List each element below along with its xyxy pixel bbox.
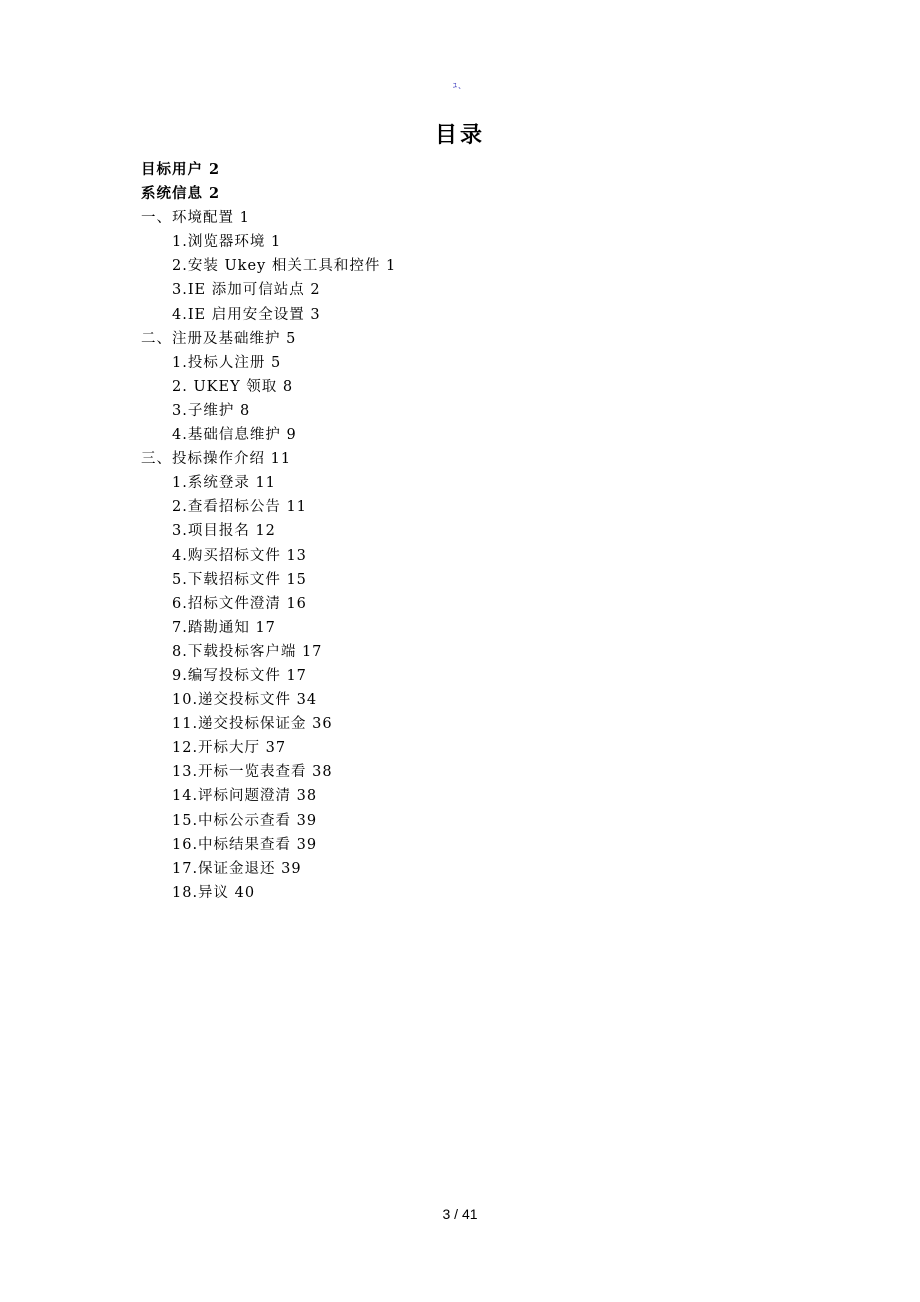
toc-subentry[interactable]: 3.子维护 8 xyxy=(172,402,251,419)
toc-subentry[interactable]: 4.基础信息维护 9 xyxy=(172,427,297,444)
toc-subentry[interactable]: 7.踏勘通知 17 xyxy=(172,619,276,636)
toc-subentry[interactable]: 16.中标结果查看 39 xyxy=(172,836,318,853)
table-of-contents xyxy=(141,158,781,905)
toc-subentry[interactable]: 10.递交投标文件 34 xyxy=(172,692,318,709)
toc-subentry[interactable]: 12.开标大厅 37 xyxy=(172,740,287,757)
toc-subentry[interactable]: 15.中标公示查看 39 xyxy=(172,812,318,829)
toc-subentry[interactable]: 14.评标问题澄清 38 xyxy=(172,788,318,805)
toc-subentry[interactable]: 4.购买招标文件 13 xyxy=(172,547,307,564)
toc-subentry[interactable]: 13.开标一览表查看 38 xyxy=(172,764,333,781)
toc-subentry[interactable]: 1.浏览器环境 1 xyxy=(172,234,282,251)
toc-subentry[interactable]: 8.下载投标客户端 17 xyxy=(172,643,323,660)
toc-subentry[interactable]: 2.查看招标公告 11 xyxy=(172,499,307,516)
toc-subentry[interactable]: 9.编写投标文件 17 xyxy=(172,667,307,684)
toc-subentry[interactable]: 6.招标文件澄清 16 xyxy=(172,595,307,612)
toc-subentry[interactable]: 4.IE 启用安全设置 3 xyxy=(172,306,321,323)
toc-subentry[interactable]: 17.保证金退还 39 xyxy=(172,860,302,877)
toc-subentry[interactable]: 11.递交投标保证金 36 xyxy=(172,716,333,733)
toc-entry[interactable]: 目标用户 2 xyxy=(141,161,221,178)
page-title: 目录 xyxy=(434,123,485,148)
toc-subentry[interactable]: 1.投标人注册 5 xyxy=(172,354,282,371)
toc-subentry[interactable]: 18.异议 40 xyxy=(172,884,256,901)
header-mark: ﾕ、 xyxy=(453,81,467,90)
toc-entry[interactable]: 一、环境配置 1 xyxy=(141,210,250,227)
page-number: 3 / 41 xyxy=(442,1206,478,1222)
toc-entry[interactable]: 二、注册及基础维护 5 xyxy=(141,330,297,347)
toc-subentry[interactable]: 3.项目报名 12 xyxy=(172,523,276,540)
toc-entry[interactable]: 系统信息 2 xyxy=(141,185,221,203)
toc-subentry[interactable]: 5.下载招标文件 15 xyxy=(172,571,307,588)
toc-subentry[interactable]: 1.系统登录 11 xyxy=(172,475,276,492)
toc-subentry[interactable]: 2.安装 Ukey 相关工具和控件 1 xyxy=(172,258,397,275)
toc-entry[interactable]: 三、投标操作介绍 11 xyxy=(141,451,292,468)
toc-subentry[interactable]: 2. UKEY 领取 8 xyxy=(172,378,294,395)
toc-subentry[interactable]: 3.IE 添加可信站点 2 xyxy=(172,282,321,299)
